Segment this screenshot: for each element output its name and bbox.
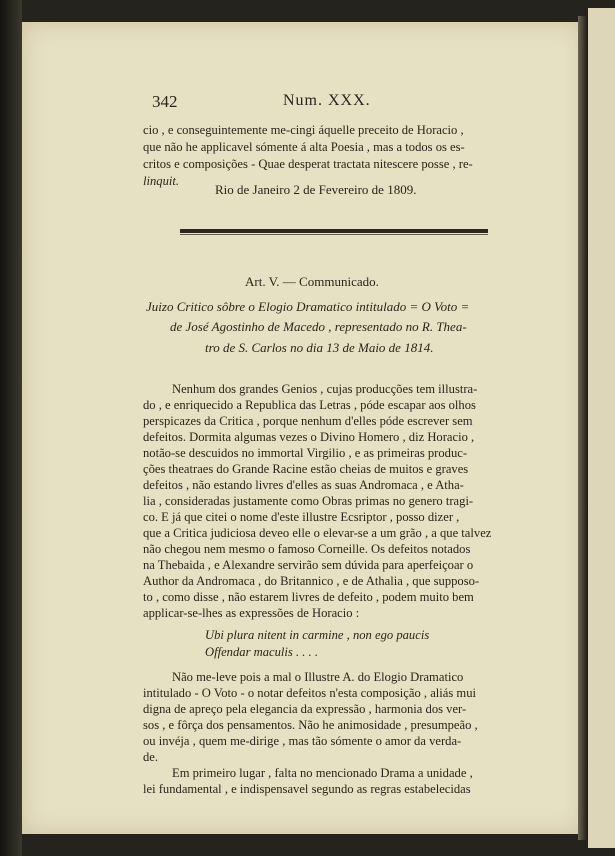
- article-title-line: Juizo Critico sôbre o Elogio Dramatico intitulado = O Voto =: [146, 299, 470, 314]
- text-line: defeitos. Dormita algumas vezes o Divino Homero , diz Horacio ,: [143, 430, 475, 444]
- text-line: to , como disse , não estarem livres de defeito , podem muito bem: [143, 590, 474, 604]
- book-gutter: [578, 16, 588, 840]
- text-line: lia , consideradas justamente como Obras primas no genero tragi-: [143, 494, 474, 508]
- text-line: co. E já que citei o nome d'este illustre Ecsriptor , posso dizer ,: [143, 510, 460, 524]
- page-number: 342: [152, 92, 178, 111]
- section-divider-rule: [180, 229, 488, 233]
- text-line: não chegou nem mesmo o famoso Corneille. Os defeitos notados: [143, 542, 471, 556]
- text-line: perspicazes da Critica , porque nenhum d'elles póde escrever sem: [143, 414, 473, 428]
- book-left-edge: [0, 0, 22, 856]
- text-line: do , e enriquecido a Republica das Letras , póde escapar aos olhos: [143, 398, 476, 412]
- text-line: Não me-leve pois a mal o Illustre A. do Elogio Dramatico: [172, 670, 464, 684]
- running-head: Num. XXX.: [283, 92, 371, 109]
- text-line: linquit.: [143, 174, 180, 188]
- text-line: Author da Andromaca , do Britannico , e de Athalia , que supposo-: [143, 574, 480, 588]
- quote-line: Offendar maculis . . . .: [205, 645, 318, 659]
- text-line: que a Critica judiciosa deveo elle o elevar-se a um grão , a que talvez: [143, 526, 492, 540]
- text-line: que não he applicavel sómente á alta Poesia , mas a todos os es-: [143, 140, 465, 154]
- facing-page-edge: [588, 8, 615, 848]
- article-title-line: de José Agostinho de Macedo , representado no R. Thea-: [170, 319, 467, 334]
- text-line: defeitos , não estando livres d'elles as suas Andromaca , e Atha-: [143, 478, 464, 492]
- article-title-line: tro de S. Carlos no dia 13 de Maio de 1814.: [205, 340, 434, 355]
- text-line: critos e composições - Quae desperat tractata nitescere posse , re-: [143, 157, 473, 171]
- text-line: Em primeiro lugar , falta no mencionado Drama a unidade ,: [172, 766, 473, 780]
- text-line: digna de apreço pela elegancia da expressão , harmonia dos ver-: [143, 702, 467, 716]
- article-label: Art. V. — Communicado.: [245, 274, 379, 289]
- text-line: ou invéja , quem me-dirige , mas tão sómente o amor da verda-: [143, 734, 462, 748]
- text-line: na Thebaida , e Alexandre servirão sem dúvida para aperfeiçoar o: [143, 558, 474, 572]
- text-line: de.: [143, 750, 159, 764]
- text-line: cio , e conseguintemente me-cingi áquelle preceito de Horacio ,: [143, 123, 464, 137]
- signature-line: Rio de Janeiro 2 de Fevereiro de 1809.: [215, 182, 417, 197]
- text-line: ções theatraes do Grande Racine estão cheias de muitos e graves: [143, 462, 469, 476]
- quote-line: Ubi plura nitent in carmine , non ego paucis: [205, 628, 430, 642]
- text-line: notão-se descuidos no immortal Virgilio , e as primeiras produc-: [143, 446, 468, 460]
- text-line: Nenhum dos grandes Genios , cujas producções tem illustra-: [172, 382, 478, 396]
- text-line: lei fundamental , e indispensavel segundo as regras estabelecidas: [143, 782, 471, 796]
- text-line: applicar-se-lhes as expressões de Horacio :: [143, 606, 360, 620]
- text-line: sos , e fôrça dos pensamentos. Não he animosidade , presumpeão ,: [143, 718, 478, 732]
- text-line: intitulado - O Voto - o notar defeitos n'esta composição , aliás mui: [143, 686, 477, 700]
